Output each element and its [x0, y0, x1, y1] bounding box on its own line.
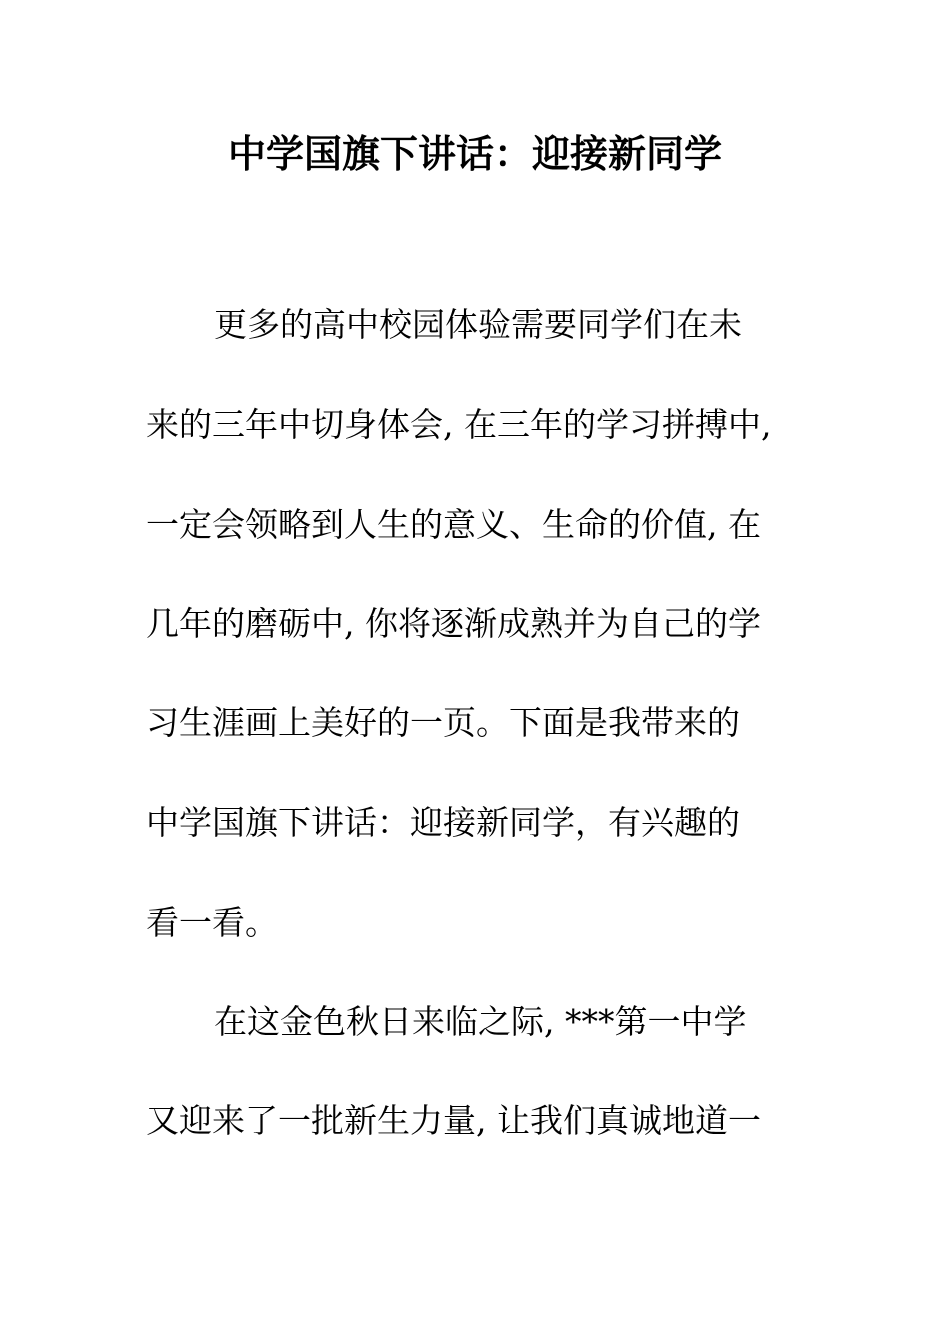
- paragraph-1-line-1: 更多的高中校园体验需要同学们在未: [214, 305, 742, 344]
- paragraph-1-line-3: 一定会领略到人生的意义、生命的价值, 在: [146, 505, 761, 544]
- paragraph-1-line-5: 习生涯画上美好的一页。下面是我带来的: [146, 703, 740, 742]
- paragraph-2-line-1: 在这金色秋日来临之际, ***第一中学: [214, 1002, 747, 1041]
- paragraph-1-line-4: 几年的磨砺中, 你将逐渐成熟并为自己的学: [146, 604, 761, 643]
- document-title: 中学国旗下讲话：迎接新同学: [227, 132, 722, 176]
- paragraph-1-line-6: 中学国旗下讲话：迎接新同学，有兴趣的: [146, 803, 740, 842]
- paragraph-1-line-7: 看一看。: [146, 903, 278, 942]
- paragraph-2-line-2: 又迎来了一批新生力量, 让我们真诚地道一: [146, 1101, 761, 1140]
- paragraph-1-line-2: 来的三年中切身体会, 在三年的学习拼搏中,: [146, 405, 772, 444]
